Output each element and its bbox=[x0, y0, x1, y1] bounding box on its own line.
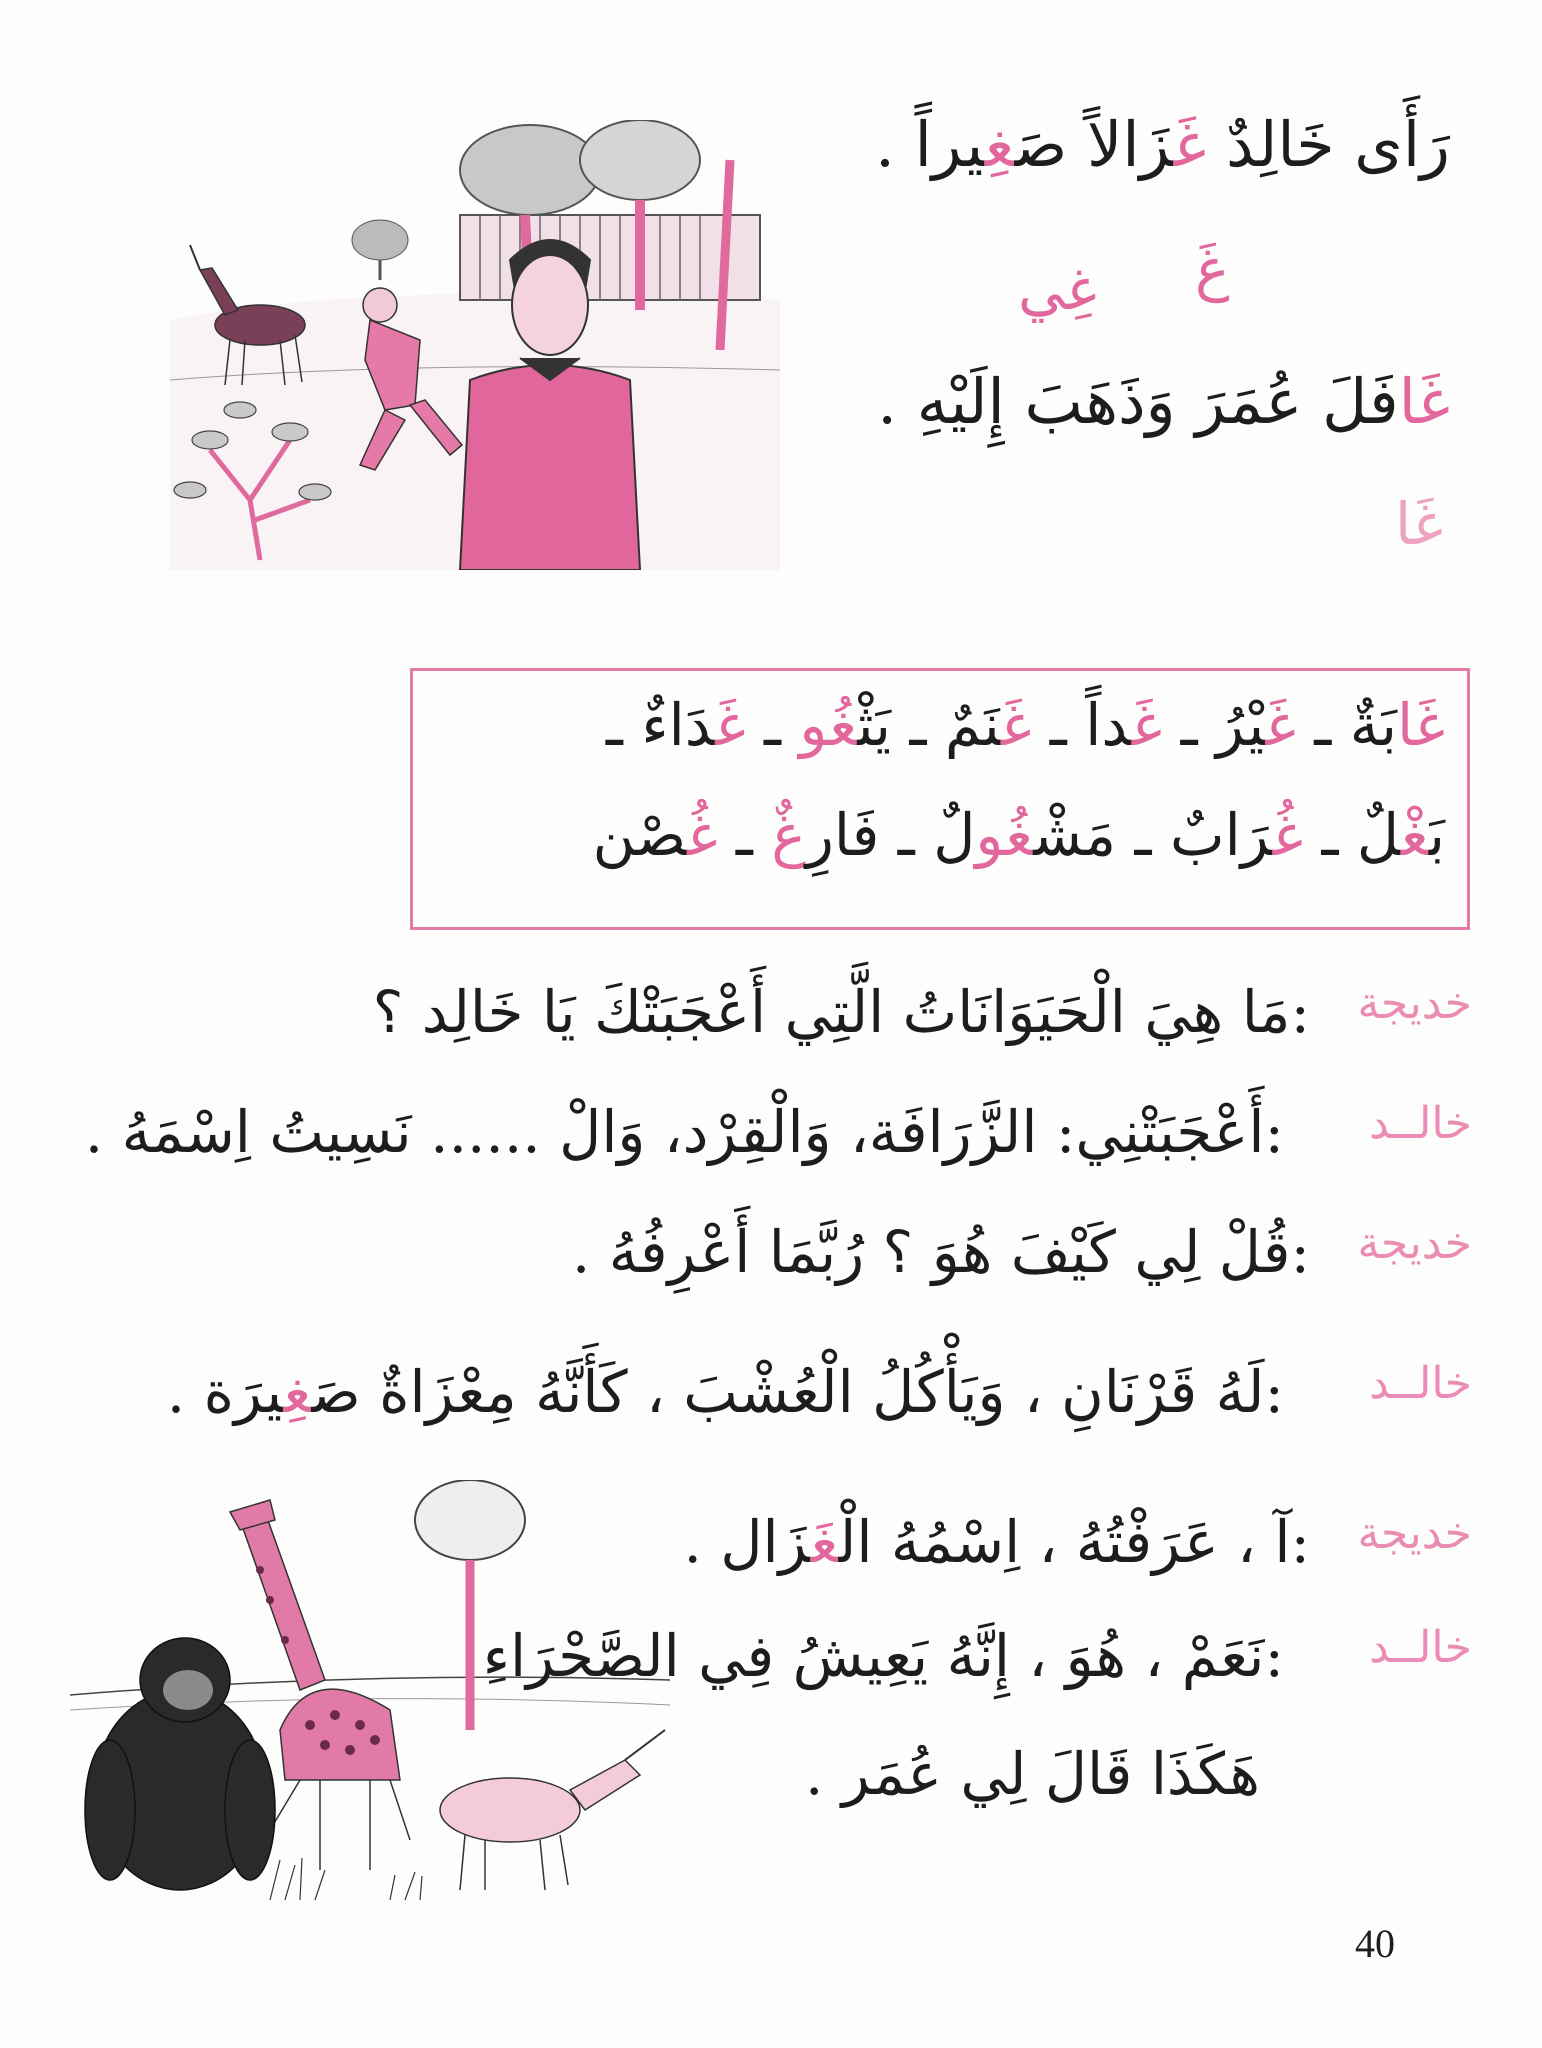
dialogue-text: :لَهُ قَرْنَانِ ، وَيَأْكُلُ الْعُشْبَ ، كَأَنَّهُ مِعْزَاةٌ صَغِيرَة . bbox=[166, 1358, 1284, 1426]
syllable-gha-alif: غَا bbox=[1395, 490, 1444, 558]
dialogue-line-5 bbox=[0, 1508, 1542, 1608]
intro-sentence-1 bbox=[875, 108, 1450, 182]
intro-1-highlight-2: غِ bbox=[984, 108, 1015, 181]
dialogue-line-6 bbox=[0, 1622, 1542, 1722]
word-separator: ـ bbox=[735, 801, 753, 869]
intro-1-prefix: رَأَى خَالِدٌ bbox=[1206, 108, 1450, 181]
park-illustration bbox=[170, 120, 780, 570]
syllable-gha-fatha: غَ bbox=[1195, 235, 1230, 303]
speaker-khalid: خالــد bbox=[1369, 1098, 1472, 1149]
dialogue-text: :آ ، عَرَفْتُهُ ، اِسْمُهُ الْغَزَال . bbox=[683, 1508, 1310, 1576]
word-separator: ـ bbox=[897, 801, 915, 869]
intro-2-highlight: غَا bbox=[1398, 365, 1450, 438]
dialogue-line-6-continuation: هَكَذَا قَالَ لِي عُمَر . bbox=[804, 1740, 1260, 1808]
intro-1-highlight-1: غَ bbox=[1173, 108, 1207, 181]
word-separator: ـ bbox=[909, 691, 927, 759]
dialogue-line-2 bbox=[0, 1098, 1542, 1198]
dialogue-text: :قُلْ لِي كَيْفَ هُوَ ؟ رُبَّمَا أَعْرِفُهُ . bbox=[571, 1218, 1310, 1286]
dialogue-line-3 bbox=[0, 1218, 1542, 1318]
word-ghadaa: غَدَاءٌ bbox=[641, 691, 746, 759]
syllable-ghi-ya: غِي bbox=[1018, 255, 1097, 323]
word-ghaba: غَابَةٌ bbox=[1349, 691, 1445, 759]
word-separator: ـ bbox=[1180, 691, 1198, 759]
word-separator: ـ bbox=[1321, 801, 1339, 869]
word-separator: ـ bbox=[605, 691, 623, 759]
dialogue-line-1 bbox=[0, 978, 1542, 1078]
dialogue-text: :مَا هِيَ الْحَيَوَانَاتُ الَّتِي أَعْجَبَتْكَ يَا خَالِد ؟ bbox=[372, 978, 1310, 1046]
word-ghadan: غَداً bbox=[1085, 691, 1163, 759]
word-ghurab: غُرَابٌ bbox=[1169, 801, 1304, 869]
word-ghayr: غَيْرُ bbox=[1216, 691, 1296, 759]
word-separator: ـ bbox=[1134, 801, 1152, 869]
speaker-khalid: خالــد bbox=[1369, 1622, 1472, 1673]
intro-1-middle: زَالاً صَ bbox=[1014, 108, 1174, 181]
word-yathghu: يَثْغُو bbox=[799, 691, 892, 759]
speaker-khalid: خالــد bbox=[1369, 1358, 1472, 1409]
word-baghl: بَغْلٌ bbox=[1356, 801, 1445, 869]
word-ghanam: غَنَمٌ bbox=[944, 691, 1032, 759]
intro-1-suffix: يراً . bbox=[875, 108, 985, 181]
speaker-khadija: خديجة bbox=[1357, 1218, 1472, 1269]
intro-sentence-2 bbox=[877, 365, 1450, 439]
word-farigh: فَارِغٌ bbox=[771, 801, 880, 869]
word-ghusn: غُصْن bbox=[592, 801, 718, 869]
page-number: 40 bbox=[1355, 1921, 1395, 1966]
intro-2-rest: فَلَ عُمَرَ وَذَهَبَ إِلَيْهِ . bbox=[877, 365, 1399, 438]
word-separator: ـ bbox=[1314, 691, 1332, 759]
speaker-khadija: خديجة bbox=[1357, 1508, 1472, 1559]
speaker-khadija: خديجة bbox=[1357, 978, 1472, 1029]
dialogue-text: :نَعَمْ ، هُوَ ، إِنَّهُ يَعِيشُ فِي الصَّحْرَاءِ bbox=[482, 1622, 1284, 1690]
vocabulary-box bbox=[410, 668, 1470, 930]
dialogue-text: :أَعْجَبَتْنِي: الزَّرَافَة، وَالْقِرْد، وَالْ ...... نَسِيتُ اِسْمَهُ . bbox=[84, 1098, 1284, 1166]
vocabulary-row-1 bbox=[606, 691, 1445, 759]
word-separator: ـ bbox=[1049, 691, 1067, 759]
word-mashghul: مَشْغُولٌ bbox=[933, 801, 1117, 869]
word-separator: ـ bbox=[763, 691, 781, 759]
dialogue-line-4 bbox=[0, 1358, 1542, 1458]
vocabulary-row-2 bbox=[593, 801, 1445, 869]
